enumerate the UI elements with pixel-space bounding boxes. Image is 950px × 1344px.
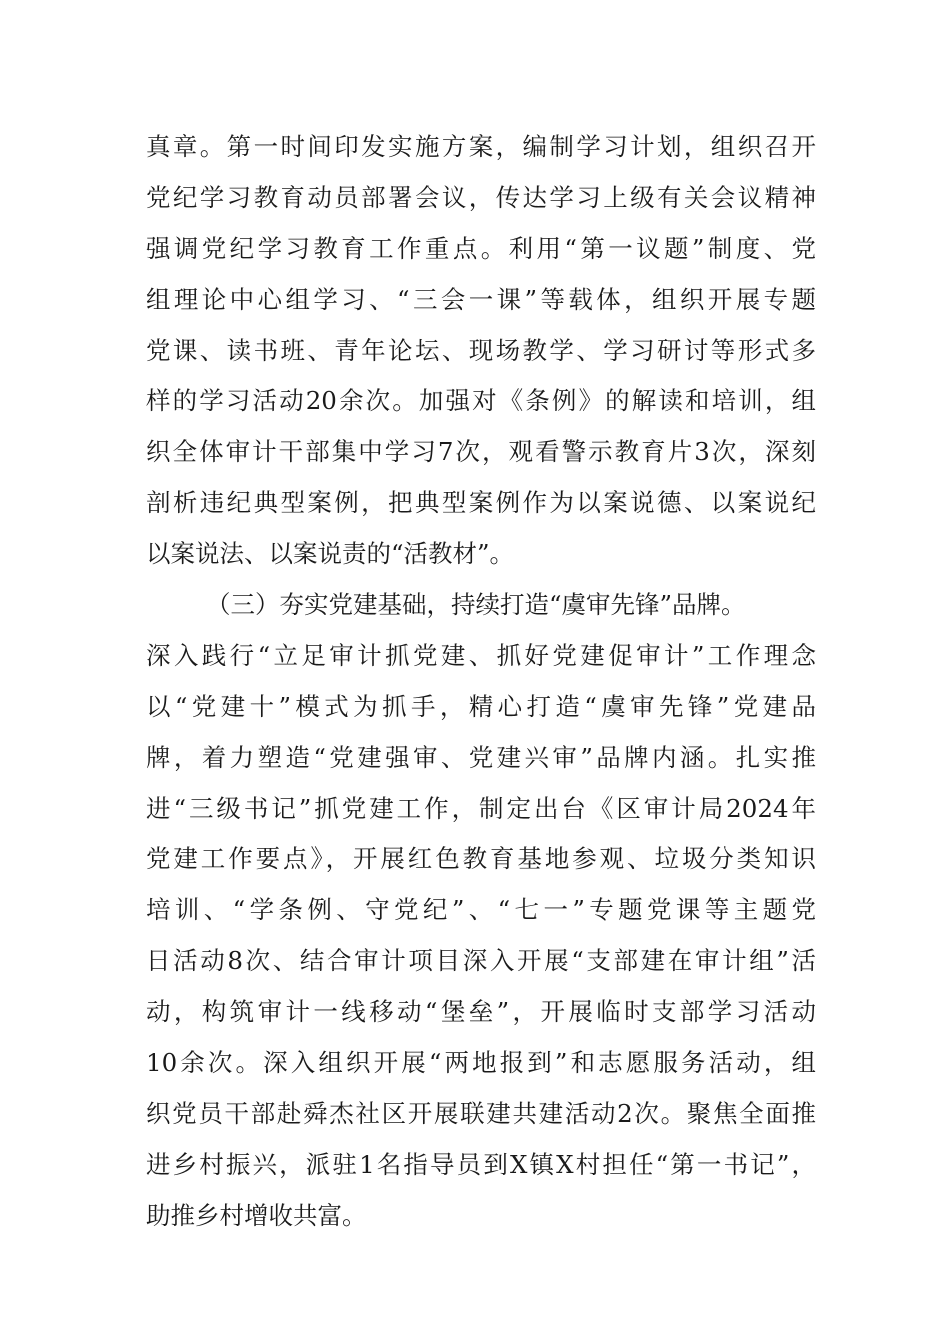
paragraph-2-line-7: 培训、“学条例、守党纪”、“七一”专题党课等主题党 (146, 895, 816, 925)
paragraph-2-line-10: 10余次。深入组织开展“两地报到”和志愿服务活动，组 (146, 1048, 816, 1078)
paragraph-1-line-7: 织全体审计干部集中学习7次，观看警示教育片3次，深刻 (146, 437, 816, 467)
paragraph-1-line-8: 剖析违纪典型案例，把典型案例作为以案说德、以案说纪 (146, 488, 816, 518)
paragraph-1-line-6: 样的学习活动20余次。加强对《条例》的解读和培训，组 (146, 386, 816, 416)
paragraph-2-line-12: 进乡村振兴，派驻1名指导员到X镇X村担任“第一书记”， (146, 1149, 816, 1179)
paragraph-2-line-13: 助推乡村增收共富。 (146, 1200, 367, 1230)
paragraph-2-line-2: 深入践行“立足审计抓党建、抓好党建促审计”工作理念 (146, 640, 816, 670)
paragraph-2-line-11: 织党员干部赴舜杰社区开展联建共建活动2次。聚焦全面推 (146, 1098, 816, 1128)
paragraph-1-line-3: 强调党纪学习教育工作重点。利用“第一议题”制度、党 (146, 233, 816, 263)
body-text (146, 122, 816, 1242)
paragraph-2-line-4: 牌，着力塑造“党建强审、党建兴审”品牌内涵。扎实推 (146, 742, 816, 772)
paragraph-1-line-5: 党课、读书班、青年论坛、现场教学、学习研讨等形式多 (146, 335, 816, 365)
paragraph-1-line-9: 以案说法、以案说责的“活教材”。 (146, 539, 515, 569)
section-heading: （三）夯实党建基础，持续打造“虞审先锋”品牌。 (206, 590, 746, 620)
paragraph-2-line-6: 党建工作要点》，开展红色教育基地参观、垃圾分类知识 (146, 844, 816, 874)
paragraph-1-line-4: 组理论中心组学习、“三会一课”等载体，组织开展专题 (146, 284, 816, 314)
paragraph-1-line-1: 真章。第一时间印发实施方案，编制学习计划，组织召开 (146, 132, 816, 161)
paragraph-2-line-3: 以“党建十”模式为抓手，精心打造“虞审先锋”党建品 (146, 691, 816, 721)
paragraph-2-line-9: 动，构筑审计一线移动“堡垒”，开展临时支部学习活动 (146, 997, 816, 1027)
paragraph-2-line-8: 日活动8次、结合审计项目深入开展“支部建在审计组”活 (146, 946, 816, 976)
paragraph-2-line-5: 进“三级书记”抓党建工作，制定出台《区审计局2024年 (146, 793, 816, 823)
paragraph-1-line-2: 党纪学习教育动员部署会议，传达学习上级有关会议精神 (146, 182, 816, 212)
